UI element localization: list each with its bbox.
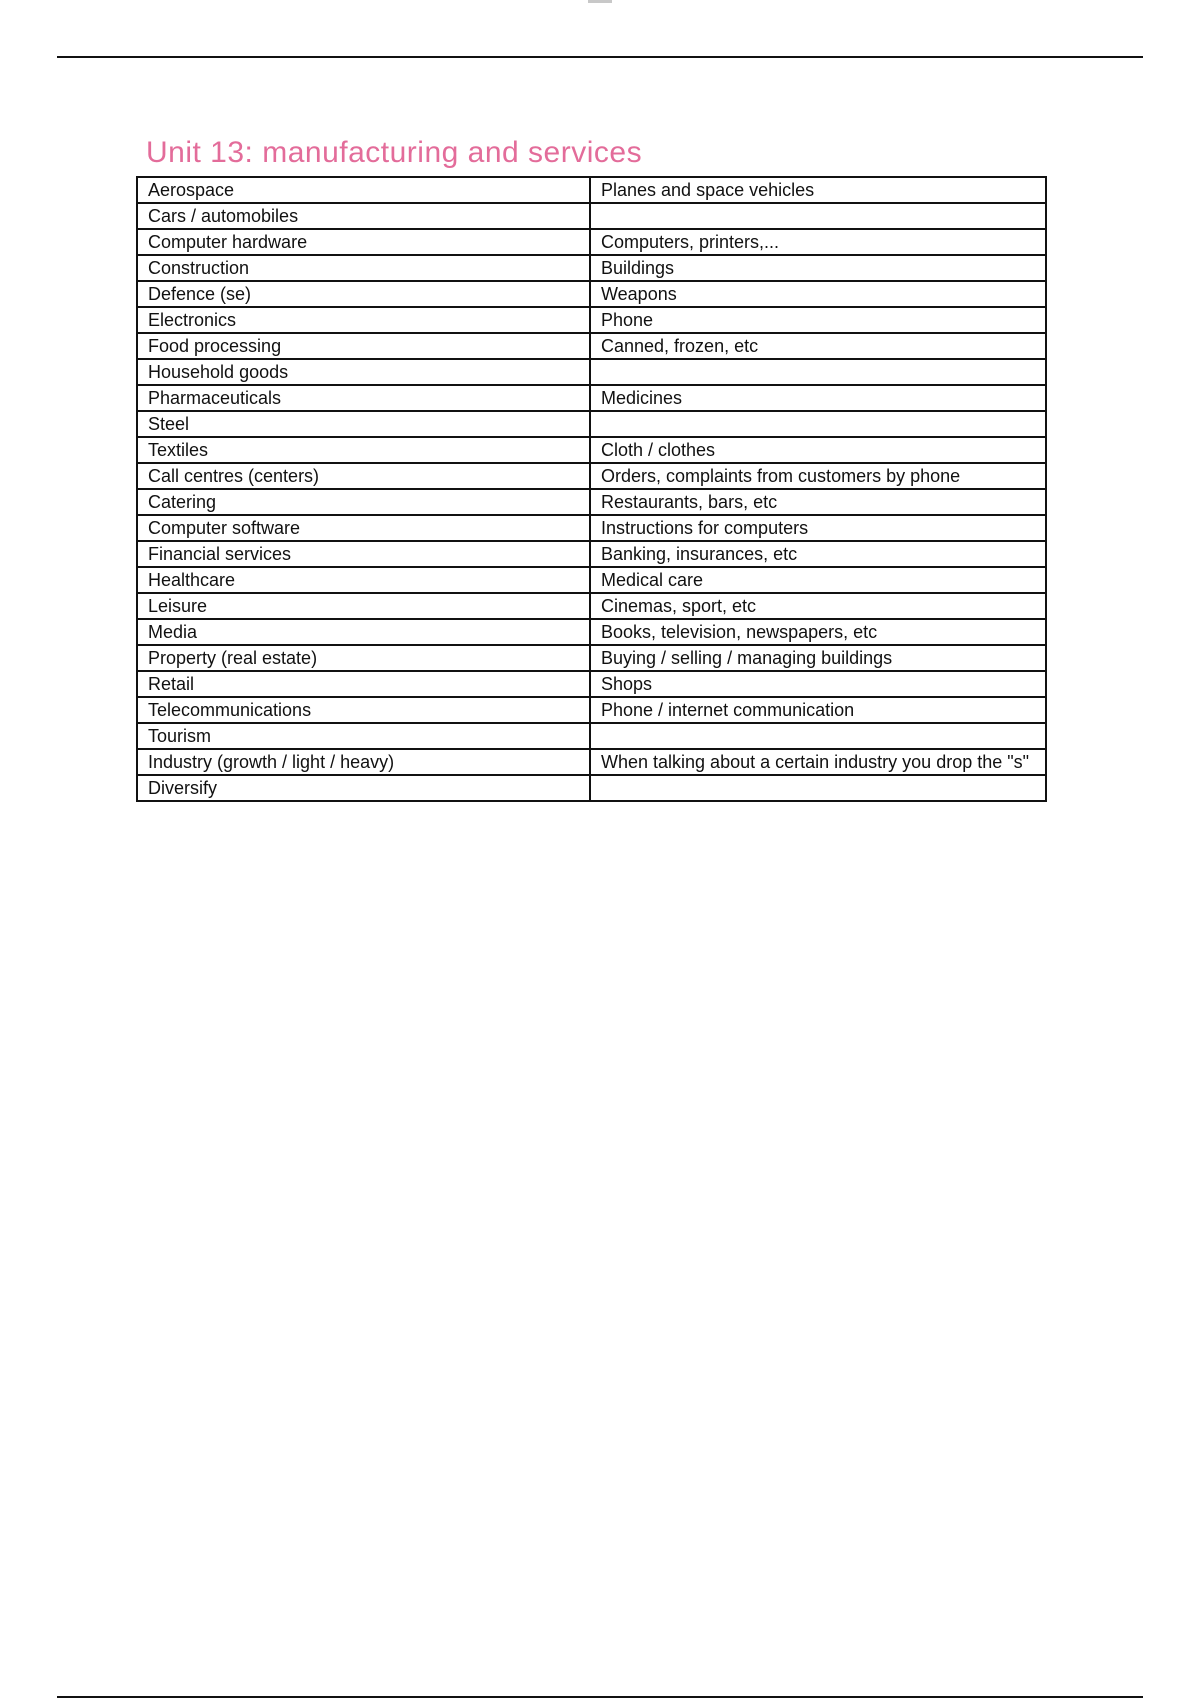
- term-cell: Aerospace: [137, 177, 590, 203]
- term-cell: Industry (growth / light / heavy): [137, 749, 590, 775]
- table-row: [137, 463, 1046, 489]
- description-cell: Restaurants, bars, etc: [590, 489, 1046, 515]
- table-row: [137, 177, 1046, 203]
- description-cell: Books, television, newspapers, etc: [590, 619, 1046, 645]
- term-cell: Pharmaceuticals: [137, 385, 590, 411]
- term-cell: Construction: [137, 255, 590, 281]
- header-rule: [57, 56, 1143, 58]
- term-cell: Telecommunications: [137, 697, 590, 723]
- table-row: [137, 723, 1046, 749]
- description-cell: Banking, insurances, etc: [590, 541, 1046, 567]
- description-cell: [590, 723, 1046, 749]
- term-cell: Leisure: [137, 593, 590, 619]
- table-row: [137, 645, 1046, 671]
- footer-rule: [57, 1696, 1143, 1698]
- description-cell: Buildings: [590, 255, 1046, 281]
- table-row: [137, 203, 1046, 229]
- term-cell: Diversify: [137, 775, 590, 801]
- description-cell: Computers, printers,...: [590, 229, 1046, 255]
- term-cell: Retail: [137, 671, 590, 697]
- table-row: [137, 333, 1046, 359]
- term-cell: Food processing: [137, 333, 590, 359]
- description-cell: Orders, complaints from customers by phone: [590, 463, 1046, 489]
- description-cell: Medical care: [590, 567, 1046, 593]
- description-cell: Planes and space vehicles: [590, 177, 1046, 203]
- description-cell: [590, 411, 1046, 437]
- table-row: [137, 255, 1046, 281]
- vocabulary-table: [136, 176, 1047, 802]
- term-cell: Computer hardware: [137, 229, 590, 255]
- description-cell: Instructions for computers: [590, 515, 1046, 541]
- description-cell: Weapons: [590, 281, 1046, 307]
- description-cell: [590, 203, 1046, 229]
- table-row: [137, 385, 1046, 411]
- description-cell: When talking about a certain industry you drop the "s": [590, 749, 1046, 775]
- term-cell: Electronics: [137, 307, 590, 333]
- table-row: [137, 567, 1046, 593]
- vocabulary-table-body: [137, 177, 1046, 801]
- term-cell: Property (real estate): [137, 645, 590, 671]
- table-row: [137, 411, 1046, 437]
- term-cell: Steel: [137, 411, 590, 437]
- term-cell: Defence (se): [137, 281, 590, 307]
- description-cell: [590, 775, 1046, 801]
- table-row: [137, 437, 1046, 463]
- description-cell: Cinemas, sport, etc: [590, 593, 1046, 619]
- description-cell: Cloth / clothes: [590, 437, 1046, 463]
- description-cell: Phone: [590, 307, 1046, 333]
- description-cell: [590, 359, 1046, 385]
- description-cell: Canned, frozen, etc: [590, 333, 1046, 359]
- table-row: [137, 593, 1046, 619]
- table-row: [137, 489, 1046, 515]
- term-cell: Catering: [137, 489, 590, 515]
- term-cell: Healthcare: [137, 567, 590, 593]
- table-row: [137, 359, 1046, 385]
- term-cell: Call centres (centers): [137, 463, 590, 489]
- term-cell: Household goods: [137, 359, 590, 385]
- page-top-marker: [588, 0, 612, 3]
- table-row: [137, 229, 1046, 255]
- table-row: [137, 697, 1046, 723]
- term-cell: Computer software: [137, 515, 590, 541]
- page-title: Unit 13: manufacturing and services: [146, 136, 643, 169]
- table-row: [137, 619, 1046, 645]
- table-row: [137, 775, 1046, 801]
- term-cell: Media: [137, 619, 590, 645]
- description-cell: Shops: [590, 671, 1046, 697]
- table-row: [137, 541, 1046, 567]
- term-cell: Cars / automobiles: [137, 203, 590, 229]
- description-cell: Medicines: [590, 385, 1046, 411]
- table-row: [137, 281, 1046, 307]
- table-row: [137, 671, 1046, 697]
- term-cell: Financial services: [137, 541, 590, 567]
- description-cell: Phone / internet communication: [590, 697, 1046, 723]
- term-cell: Textiles: [137, 437, 590, 463]
- description-cell: Buying / selling / managing buildings: [590, 645, 1046, 671]
- table-row: [137, 515, 1046, 541]
- term-cell: Tourism: [137, 723, 590, 749]
- table-row: [137, 749, 1046, 775]
- table-row: [137, 307, 1046, 333]
